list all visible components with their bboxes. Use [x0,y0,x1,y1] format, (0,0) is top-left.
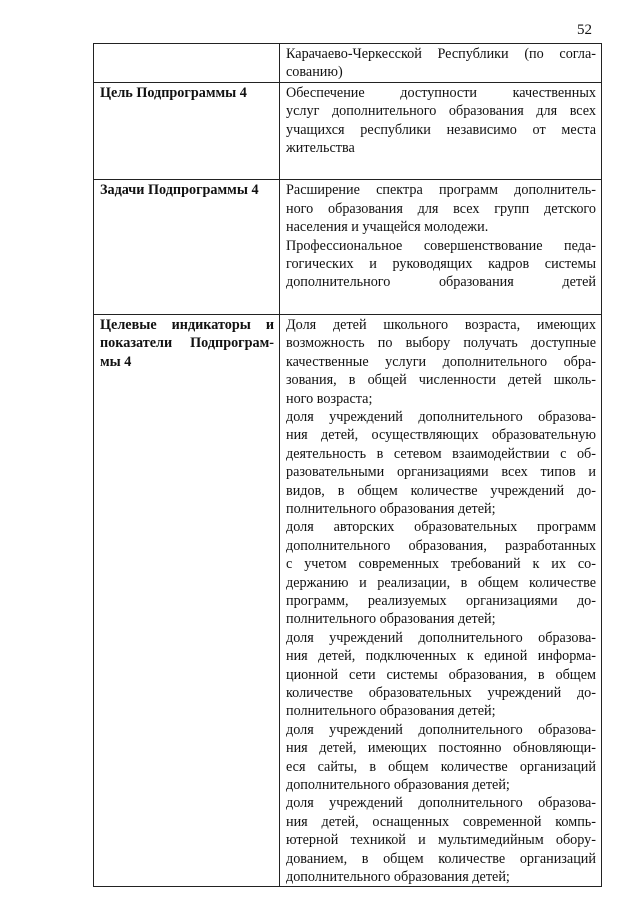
text-line: дополнительного образования детей; [286,777,510,794]
text-line: видов, в общем количестве учреждений до- [286,482,596,499]
text-line: ютерной техникой и мультимедийным обору- [286,832,596,849]
text-line: зования, в общей численности детей школь- [286,372,596,389]
text-line: еся сайты, в общем количестве организаций [286,758,596,775]
text-line: ционной сети системы образования, в общем [286,666,596,683]
row-label [94,44,280,83]
text-line: полнительного образования детей; [286,611,496,628]
text-line: дополнительного образования, разработанных [286,537,596,554]
text-line: учащихся республики независимо от места [286,121,596,138]
text-line: ния детей, оснащенных современной компь- [286,813,596,830]
text-line: ния детей, осуществляющих образовательную [286,427,596,444]
label-line: показатели Подпрограм- [100,335,274,352]
table-row [94,314,602,887]
text-line: доля учреждений дополнительного образова- [286,629,596,646]
row-content [280,44,602,83]
table-row [94,44,602,83]
text-line: жительства [286,140,355,157]
text-line: дополнительного образования детей; [286,869,510,886]
text-line: Доля детей школьного возраста, имеющих [286,316,596,333]
text-line: ного образования для всех групп детского [286,200,596,217]
row-content [280,82,602,180]
text-line: полнительного образования детей; [286,703,496,720]
text-line: полнительного образования детей; [286,500,496,517]
row-label: Цель Подпрограммы 4 [94,82,280,180]
text-line: возможность по выбору получать доступные [286,335,596,352]
text-line: ния детей, имеющих постоянно обновляющи- [286,740,596,757]
text-line: количестве образовательных учреждений до- [286,685,596,701]
text-line: Обеспечение доступности качественных [286,84,596,101]
text-line: доля учреждений дополнительного образова- [286,408,596,425]
text-line: Профессиональное совершенствование педа- [286,237,596,254]
text-line: ния детей, подключенных к единой информа- [286,648,596,665]
text-line: держанию и реализации, в общем количестве [286,574,596,591]
text-line: качественные услуги дополнительного обра- [286,353,596,370]
text-line: доля учреждений дополнительного образова- [286,795,596,812]
text-line: Карачаево-Черкесской Республики (по согла- [286,46,596,62]
text-line: ного возраста; [286,390,373,407]
text-line: дованием, в общем количестве организаций [286,850,596,867]
row-content [280,180,602,314]
row-content [280,314,602,887]
label-line: Целевые индикаторы и [100,316,274,333]
table-row [94,82,602,180]
text-line: доля учреждений дополнительного образова- [286,721,596,738]
text-line: гогических и руководящих кадров системы [286,256,596,273]
row-label: Задачи Подпрограммы 4 [94,180,280,314]
text-line: сованию) [286,64,343,81]
text-line: доля авторских образовательных программ [286,519,596,536]
label-line: мы 4 [100,353,132,370]
row-label [94,314,280,887]
table-row [94,180,602,314]
text-line: разовательными организациями всех типов и [286,464,596,481]
text-line: программ, реализуемых организациями до- [286,592,596,609]
text-line: населения и учащейся молодежи. [286,219,489,236]
text-line: деятельность в сетевом взаимодействии с об- [286,445,596,462]
text-line: услуг дополнительного образования для всех [286,103,596,120]
text-line: с учетом современных требований к их со- [286,556,596,573]
text-line: Расширение спектра программ дополнитель- [286,182,596,199]
program-table [93,43,602,887]
text-line: дополнительного образования детей [286,274,596,291]
page-number: 52 [577,22,592,38]
